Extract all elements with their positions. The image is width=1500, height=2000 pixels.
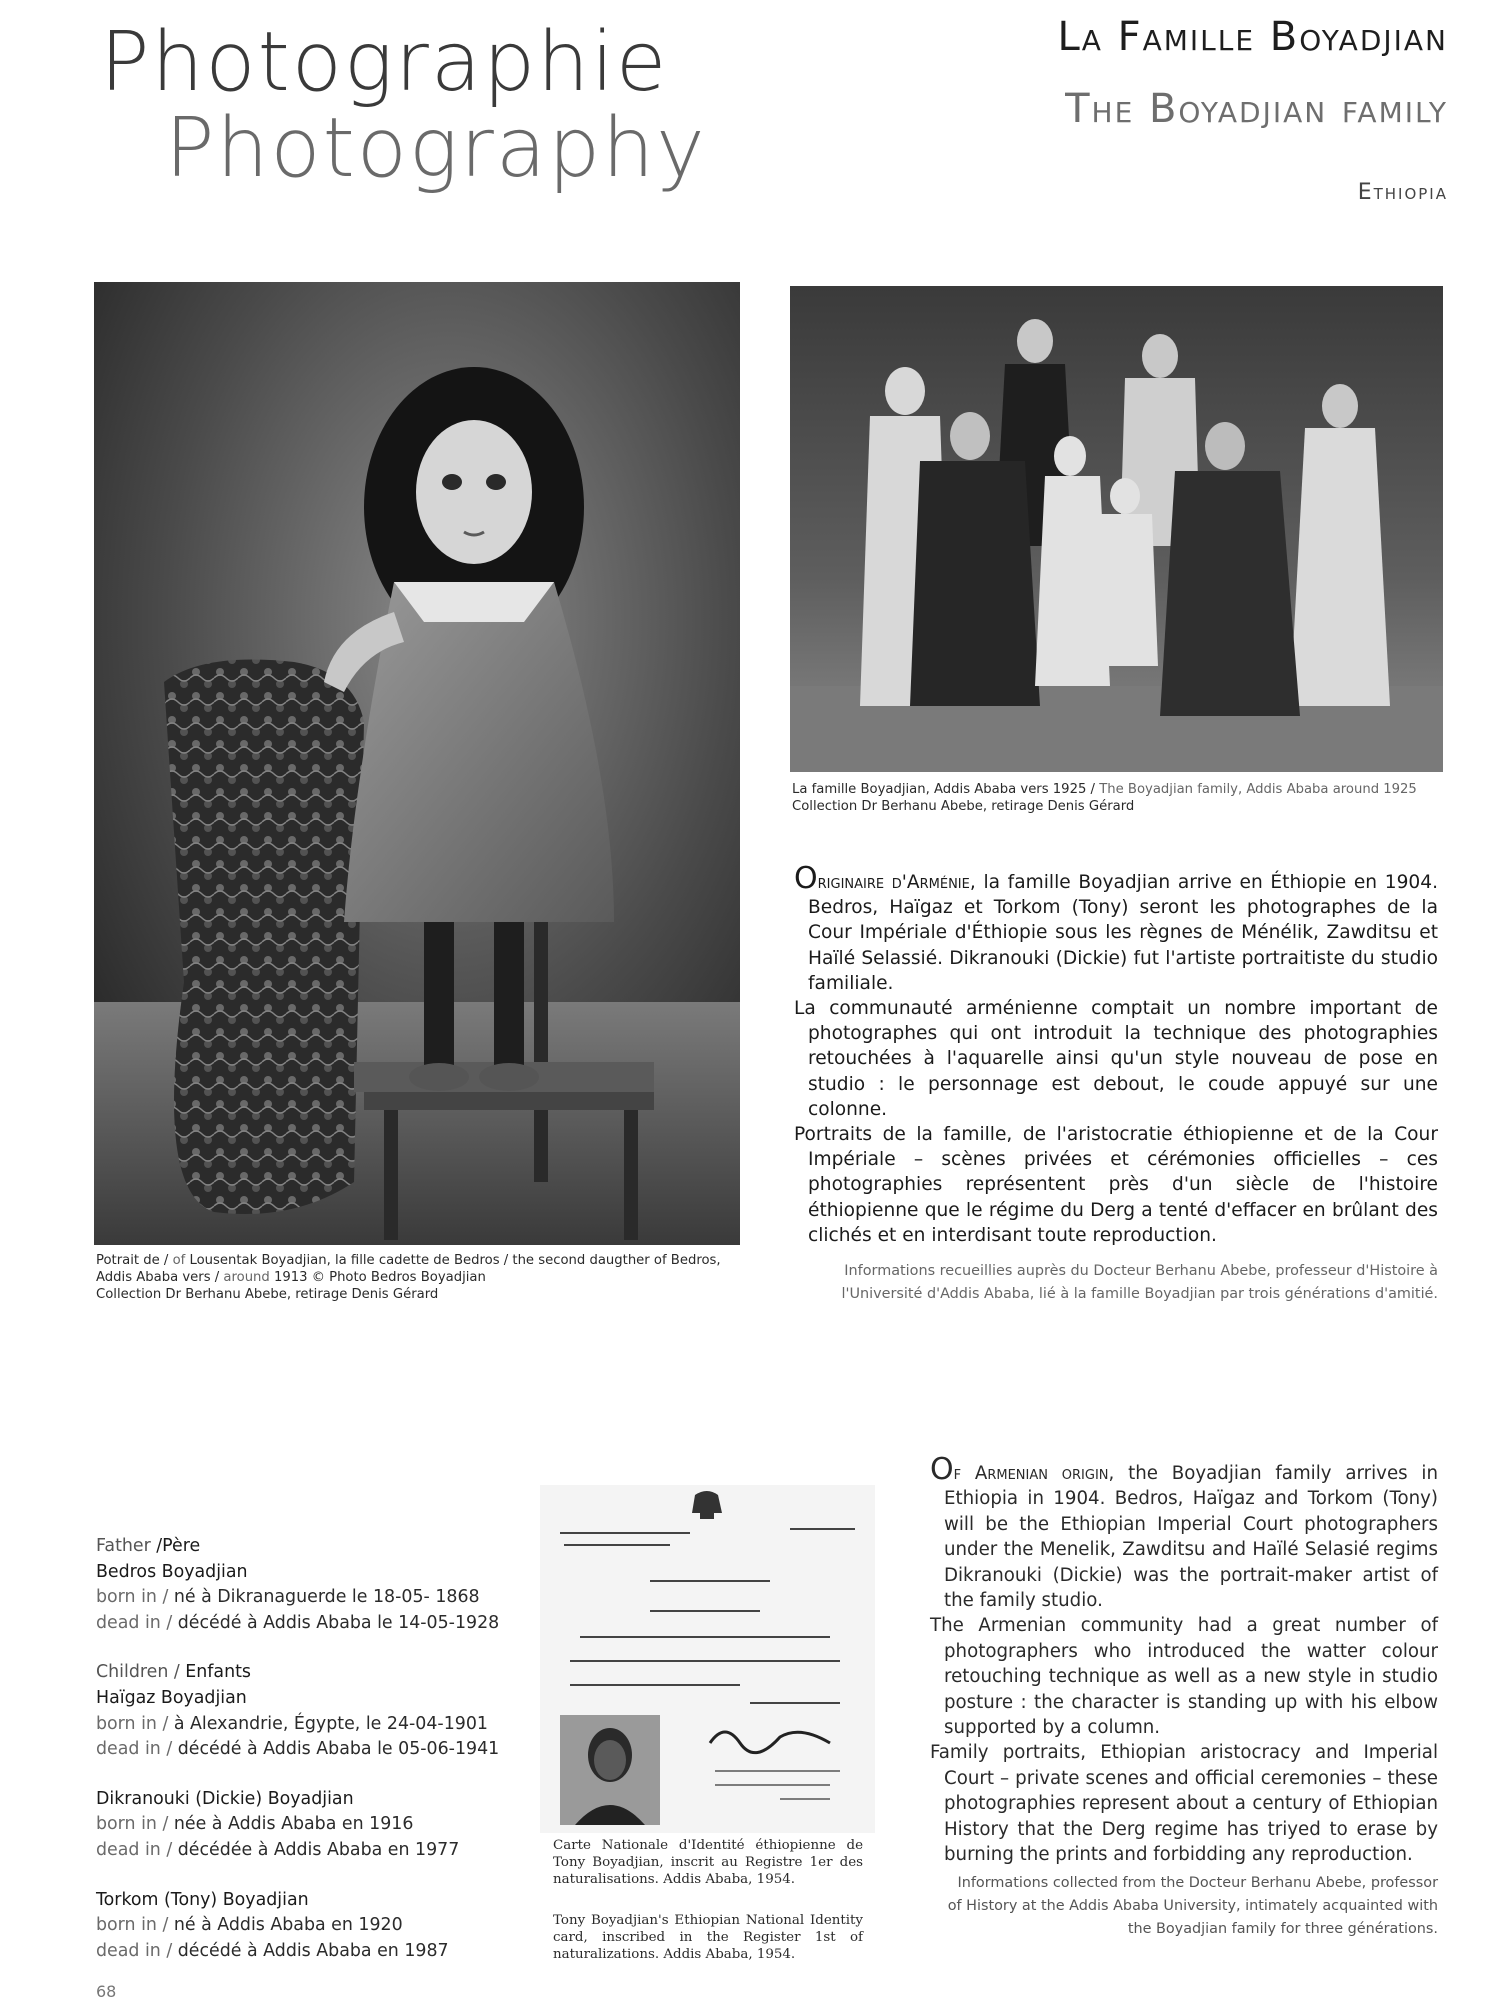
- family-group-photo: [790, 286, 1443, 772]
- english-source-note: [930, 1872, 1438, 1941]
- child-born-dikranouki: born in / née à Addis Ababa en 1916: [96, 1814, 414, 1835]
- french-paragraph-3: Portraits de la famille, de l'aristocratie éthiopienne et de la Cour Impériale – scènes privées et cérémonies officielles – ces photographies représentent près d'un siècle de l'histoire éthiopienne que le régime du Derg a tenté d'effacer en brûlant des clichés et en interdisant toute reproduction.: [794, 1124, 1438, 1246]
- french-paragraph-1: Originaire d'Arménie, la famille Boyadjian arrive en Éthiopie en 1904. Bedros, Haïgaz et Torkom (Tony) seront les photographes de la Cour Impériale d'Éthiopie sous les règnes de Ménélik, Zawditsu et Haïlé Selassié. Dikranouki (Dickie) fut l'artiste portraitiste du studio familiale.: [794, 861, 1438, 994]
- english-paragraph-2: The Armenian community had a great number of photographers who introduced the watter colour retouching technique as well as a new style in studio posture : the character is standing up with his elbow supported by a column.: [930, 1615, 1438, 1739]
- family-title-english: The Boyadjian family: [1065, 86, 1448, 132]
- identity-card-image: [540, 1485, 875, 1833]
- girl-caption-line3: Collection Dr Berhanu Abebe, retirage Denis Gérard: [96, 1287, 439, 1302]
- girl-photo-caption: [96, 1252, 746, 1303]
- english-history-text: [930, 1452, 1438, 1868]
- family-caption-line2: Collection Dr Berhanu Abebe, retirage Denis Gérard: [792, 799, 1135, 814]
- family-photo-caption: [792, 781, 1452, 815]
- father-heading: Father /Père: [96, 1536, 201, 1556]
- family-caption-line1: La famille Boyadjian, Addis Ababa vers 1925 / The Boyadjian family, Addis Ababa around 1925: [792, 782, 1417, 797]
- id-card-caption-english: Tony Boyadjian's Ethiopian National Identity card, inscribed in the Register 1st of naturalizations. Addis Ababa, 1954.: [553, 1913, 863, 1962]
- english-paragraph-3: Family portraits, Ethiopian aristocracy and Imperial Court – private scenes and official ceremonies – these photographies represent about a century of Ethiopian History that the Derg regime has triyed to erase by burning the prints and forbidding any reproduction.: [930, 1742, 1438, 1866]
- child-dead-haigaz: dead in / décédé à Addis Ababa le 05-06-1941: [96, 1739, 500, 1760]
- child-entry-dikranouki: [96, 1787, 516, 1864]
- child-born-torkom: born in / né à Addis Ababa en 1920: [96, 1915, 403, 1936]
- id-card-caption-french: Carte Nationale d'Identité éthiopienne de Tony Boyadjian, inscrit au Registre 1er des naturalisations. Addis Ababa, 1954.: [553, 1838, 863, 1887]
- region-label: Ethiopia: [1357, 180, 1448, 205]
- girl-caption-line2: Addis Ababa vers / around 1913 © Photo Bedros Boyadjian: [96, 1270, 486, 1285]
- child-entry-haigaz: [96, 1660, 516, 1762]
- family-title-french: La Famille Boyadjian: [1057, 14, 1448, 60]
- french-note-line1: Informations recueillies auprès du Docteur Berhanu Abebe, professeur d'Histoire à: [844, 1263, 1438, 1279]
- girl-caption-line1: Potrait de / of Lousentak Boyadjian, la fille cadette de Bedros / the second daugther of Bedros,: [96, 1253, 721, 1268]
- family-group-illustration: [790, 286, 1443, 772]
- french-paragraph-2: La communauté arménienne comptait un nombre important de photographes qui ont introduit la technique des photographies retouchées à l'aquarelle ainsi qu'un style nouveau de pose en studio : le personnage est debout, le coude appuyé sur une colonne.: [794, 998, 1438, 1120]
- child-entry-torkom: [96, 1888, 516, 1965]
- page-title-french: Photographie: [100, 15, 669, 110]
- father-dead: dead in / décédé à Addis Ababa le 14-05-1928: [96, 1612, 500, 1633]
- french-history-text: [794, 861, 1438, 1248]
- page-title-english: Photography: [165, 101, 707, 196]
- french-lead: Originaire d'Arménie,: [794, 861, 976, 896]
- page-number: 68: [96, 1982, 117, 2000]
- french-note-line2: l'Université d'Addis Ababa, lié à la famille Boyadjian par trois générations d'amitié.: [841, 1286, 1438, 1302]
- french-source-note: [760, 1260, 1438, 1306]
- english-note-line2: of History at the Addis Ababa University, intimately acquainted with: [947, 1898, 1438, 1914]
- child-name-torkom: Torkom (Tony) Boyadjian: [96, 1889, 309, 1910]
- father-born: born in / né à Dikranaguerde le 18-05- 1868: [96, 1587, 480, 1608]
- english-note-line3: the Boyadjian family for three générations.: [1127, 1921, 1438, 1937]
- child-born-haigaz: born in / à Alexandrie, Égypte, le 24-04-1901: [96, 1713, 488, 1734]
- family-member-list: [96, 1534, 516, 1988]
- english-paragraph-1: Of Armenian origin, the Boyadjian family arrives in Ethiopia in 1904. Bedros, Haïgaz and Torkom (Tony) will be the Ethiopian Imperial Court photographers under the Menelik, Zawditsu and Haïlé Selasié regims Dikranouki (Dickie) was the portrait-maker artist of the family studio.: [930, 1452, 1438, 1612]
- father-name: Bedros Boyadjian: [96, 1561, 248, 1582]
- identity-card-illustration: [540, 1485, 875, 1833]
- english-lead: Of Armenian origin,: [930, 1452, 1115, 1487]
- english-note-line1: Informations collected from the Docteur Berhanu Abebe, professor: [957, 1875, 1438, 1891]
- girl-portrait-photo: [94, 282, 740, 1245]
- children-heading: Children / Enfants: [96, 1662, 251, 1683]
- father-entry: [96, 1534, 516, 1636]
- child-name-haigaz: Haïgaz Boyadjian: [96, 1687, 247, 1708]
- child-name-dikranouki: Dikranouki (Dickie) Boyadjian: [96, 1788, 354, 1809]
- child-dead-torkom: dead in / décédé à Addis Ababa en 1987: [96, 1940, 449, 1961]
- girl-portrait-illustration: [94, 282, 740, 1245]
- child-dead-dikranouki: dead in / décédée à Addis Ababa en 1977: [96, 1839, 460, 1860]
